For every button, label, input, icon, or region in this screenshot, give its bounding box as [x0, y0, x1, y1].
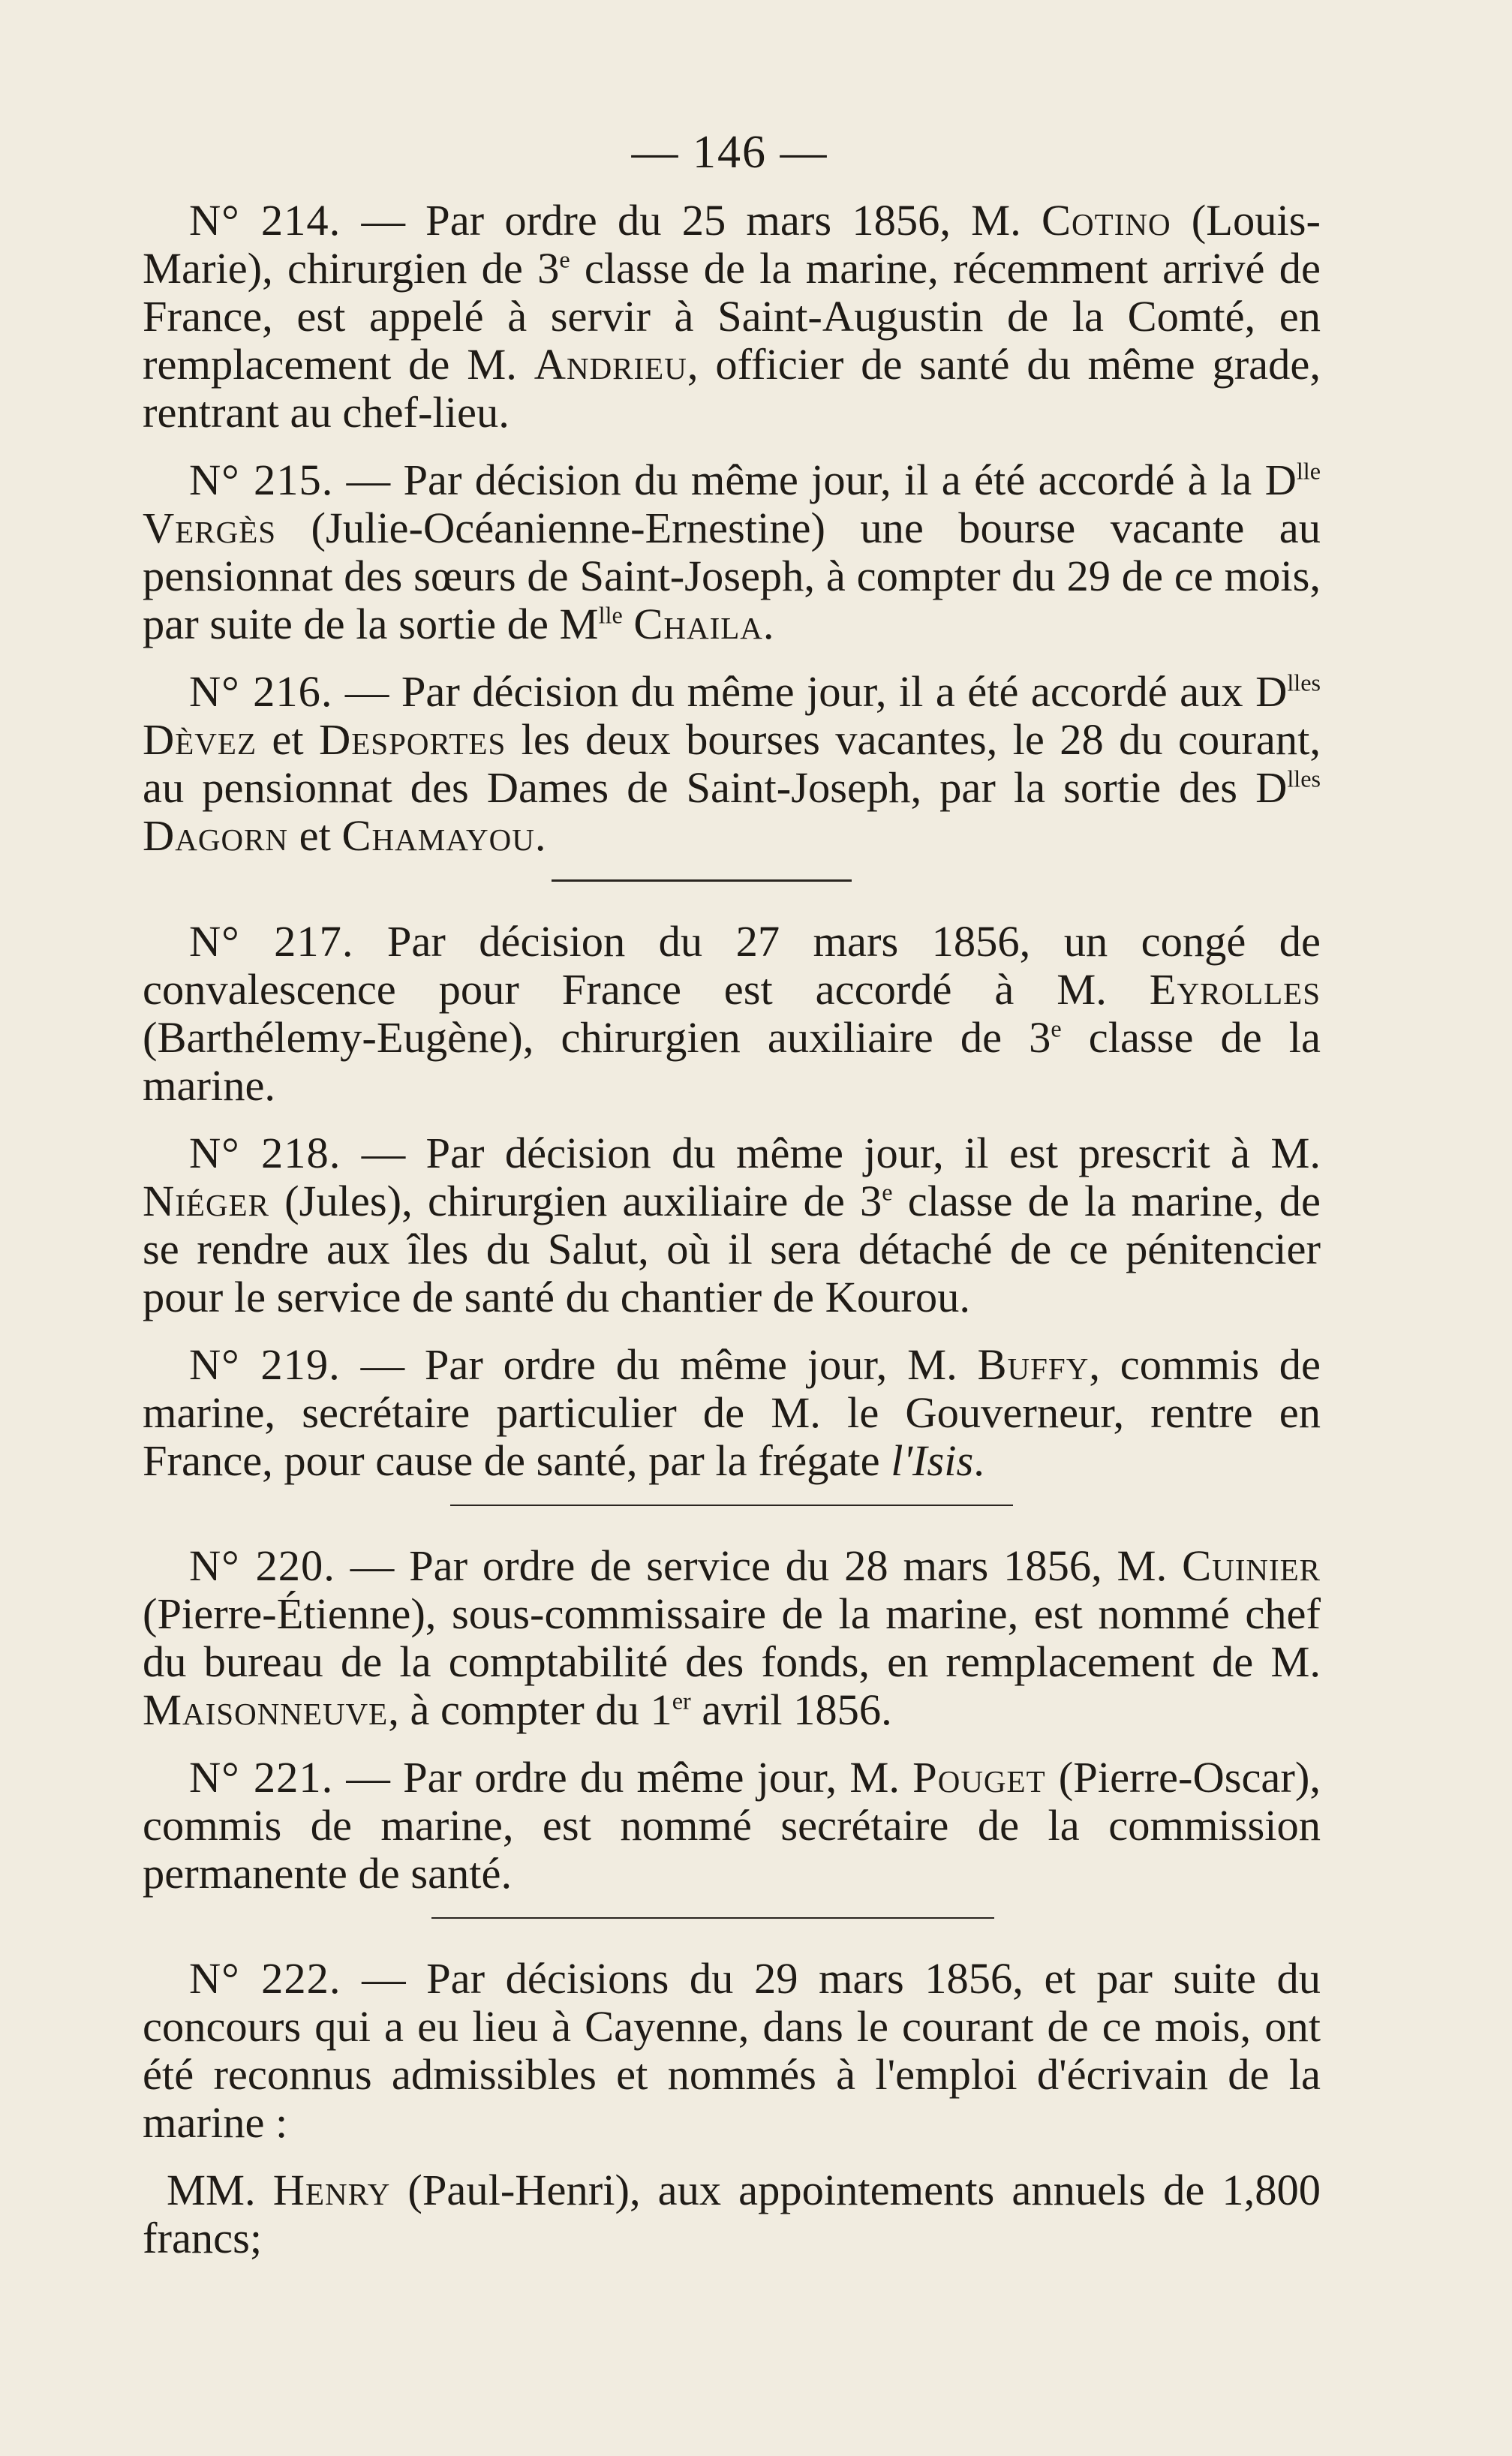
person-name: Henry — [272, 2166, 391, 2214]
person-name: Niéger — [143, 1177, 269, 1225]
person-name: Dèvez — [143, 715, 257, 764]
entry-text: (Louis-Marie), chirurgien de 3 — [143, 196, 1321, 293]
entry-text: — Par ordre du même jour, M. — [340, 1340, 978, 1389]
entry-text: , commis de marine, secrétaire particulier de M. le Gouverneur, rentre en France, pour cause de santé, par la frégate — [143, 1340, 1321, 1485]
ship-name: l'Isis — [891, 1436, 974, 1485]
entry-217 — [143, 918, 1321, 1110]
entry-text: et — [257, 715, 319, 764]
entry-number: N° 216. — [189, 667, 333, 716]
page-number: — 146 — — [631, 127, 828, 178]
person-name: Buffy — [977, 1340, 1090, 1389]
entry-219 — [143, 1341, 1321, 1485]
person-name: Maisonneuve — [143, 1685, 389, 1734]
entry-number: N° 217. — [189, 917, 354, 966]
entry-text — [623, 600, 634, 648]
entry-text: (Jules), chirurgien auxiliaire de 3 — [269, 1177, 882, 1225]
person-name: Dagorn — [143, 811, 289, 860]
entry-text: avril 1856. — [690, 1685, 892, 1734]
person-name: Chaila — [633, 600, 763, 648]
entry-number: N° 220. — [189, 1541, 335, 1590]
entry-text: . — [762, 600, 774, 648]
entry-text: — Par ordre du 25 mars 1856, M. — [341, 196, 1042, 245]
entry-number: N° 214. — [189, 196, 341, 245]
entry-text: MM. — [167, 2166, 273, 2214]
entry-text: — Par décision du même jour, il a été accordé aux D — [332, 667, 1288, 716]
superscript: lles — [1287, 765, 1321, 792]
entry-text: . — [534, 811, 546, 860]
entry-text: Par décision du 27 mars 1856, un congé de convalescence pour France est accordé à M. — [143, 917, 1321, 1014]
section-divider — [450, 1505, 1013, 1506]
superscript: lles — [1287, 669, 1321, 696]
section-divider — [431, 1917, 994, 1919]
entry-number: N° 222. — [189, 1954, 341, 2003]
entry-text: (Paul-Henri), aux appointements annuels de 1,800 francs; — [143, 2166, 1321, 2262]
entry-text: les deux bourses vacantes, le 28 du courant, au pensionnat des Dames de Saint-Joseph, par la sortie des D — [143, 715, 1321, 812]
entry-text: , officier de santé du même grade, rentrant au chef-lieu. — [143, 340, 1321, 437]
superscript: e — [882, 1178, 893, 1206]
entry-222 — [143, 1955, 1321, 2147]
person-name: Cotino — [1042, 196, 1171, 245]
entry-text: (Julie-Océanienne-Ernestine) une bourse vacante au pensionnat des sœurs de Saint-Joseph, à compter du 29 de ce mois, par suite de la sortie de M — [143, 504, 1321, 648]
person-name: Andrieu — [534, 340, 687, 389]
entry-218 — [143, 1129, 1321, 1321]
person-name: Desportes — [318, 715, 507, 764]
superscript: e — [1051, 1015, 1062, 1042]
person-name: Pouget — [912, 1753, 1046, 1802]
superscript: lle — [1296, 457, 1321, 485]
entry-text: — Par ordre de service du 28 mars 1856, M. — [335, 1541, 1183, 1590]
entry-221 — [143, 1754, 1321, 1898]
entry-text: classe de la marine. — [143, 1013, 1321, 1110]
entry-220 — [143, 1542, 1321, 1734]
entry-text: classe de la marine, récemment arrivé de France, est appelé à servir à Saint-Augustin de la Comté, en remplacement de M. — [143, 244, 1321, 389]
person-name: Vergès — [143, 504, 277, 552]
body-text — [143, 197, 1321, 2262]
entry-214 — [143, 197, 1321, 437]
entry-text: et — [288, 811, 342, 860]
entry-216 — [143, 668, 1321, 860]
superscript: e — [559, 245, 570, 273]
entry-number: N° 215. — [189, 455, 334, 504]
entry-text: (Pierre-Oscar), commis de marine, est nommé secrétaire de la commission permanente de santé. — [143, 1753, 1321, 1898]
person-name: Chamayou — [341, 811, 535, 860]
entry-text: . — [973, 1436, 984, 1485]
superscript: er — [672, 1687, 691, 1715]
section-divider — [552, 879, 852, 882]
entry-text: — Par décision du même jour, il a été accordé à la D — [333, 455, 1297, 504]
entry-215 — [143, 456, 1321, 648]
entry-number: N° 218. — [189, 1129, 341, 1177]
entry-text: — Par décision du même jour, il est prescrit à M. — [341, 1129, 1321, 1177]
entry-number: N° 221. — [189, 1753, 334, 1802]
entry-text: — Par ordre du même jour, M. — [333, 1753, 913, 1802]
entry-text: , à compter du 1 — [388, 1685, 672, 1734]
person-name: Cuinier — [1182, 1541, 1321, 1590]
entry-number: N° 219. — [189, 1340, 341, 1389]
entry-text: classe de la marine, de se rendre aux îles du Salut, où il sera détaché de ce pénitencier pour le service de santé du chantier de Kourou. — [143, 1177, 1321, 1321]
entry-text: (Barthélemy-Eugène), chirurgien auxiliaire de 3 — [143, 1013, 1051, 1062]
person-name: Eyrolles — [1149, 965, 1321, 1014]
superscript: lle — [598, 601, 623, 629]
entry-text: — Par décisions du 29 mars 1856, et par suite du concours qui a eu lieu à Cayenne, dans le courant de ce mois, ont été reconnus admissibles et nommés à l'emploi d'écrivain de la marine : — [143, 1954, 1321, 2147]
entry-text: (Pierre-Étienne), sous-commissaire de la marine, est nommé chef du bureau de la comptabilité des fonds, en remplacement de M. — [143, 1589, 1321, 1686]
appointee-list-item — [143, 2166, 1321, 2262]
